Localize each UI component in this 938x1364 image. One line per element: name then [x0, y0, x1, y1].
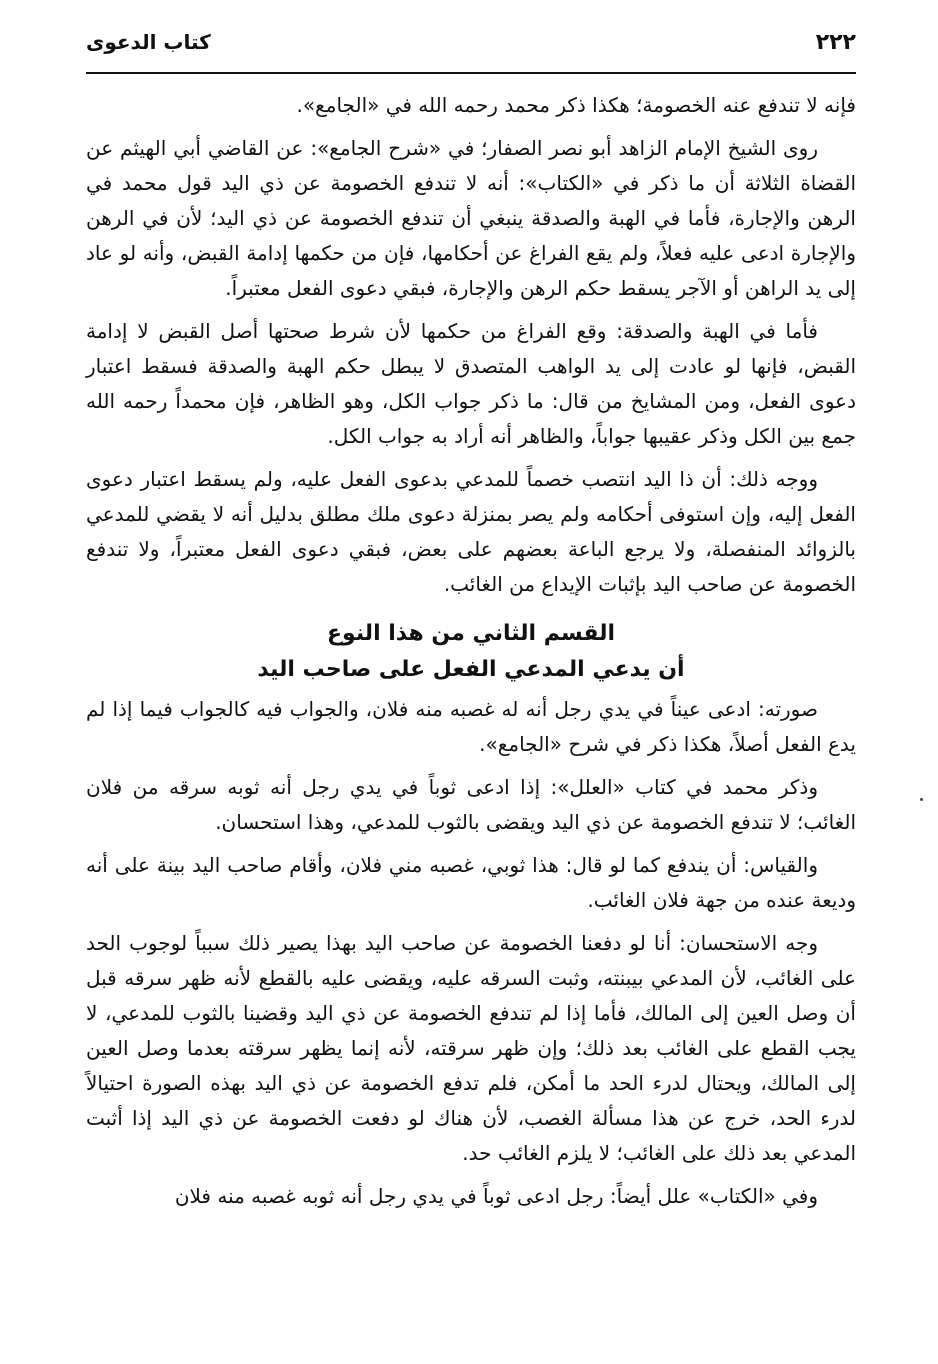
page-number: ٢٢٢ [815, 30, 856, 55]
running-title: كتاب الدعوى [86, 30, 211, 54]
margin-dot [920, 798, 923, 801]
paragraph: والقياس: أن يندفع كما لو قال: هذا ثوبي، غصبه مني فلان، وأقام صاحب اليد بينة على أنه وديعة عنده من جهة فلان الغائب. [86, 853, 856, 912]
paragraph: فإنه لا تندفع عنه الخصومة؛ هكذا ذكر محمد رحمه الله في «الجامع». [296, 93, 856, 117]
section-title: القسم الثاني من هذا النوع [327, 621, 615, 646]
paragraph: صورته: ادعى عيناً في يدي رجل أنه له غصبه منه فلان، والجواب فيه كالجواب فيما إذا لم يدع الفعل أصلاً، هكذا ذكر في شرح «الجامع». [86, 697, 856, 756]
page-header [86, 30, 856, 74]
paragraph: وذكر محمد في كتاب «العلل»: إذا ادعى ثوباً في يدي رجل أنه ثوبه سرقه من فلان الغائب؛ لا تندفع الخصومة عن ذي اليد ويقضى بالثوب للمدعي، وهذا استحسان. [86, 775, 856, 834]
section-subtitle: أن يدعي المدعي الفعل على صاحب اليد [257, 657, 685, 682]
paragraph: وفي «الكتاب» علل أيضاً: رجل ادعى ثوباً في يدي رجل أنه ثوبه غصبه منه فلان [174, 1184, 818, 1208]
paragraph: روى الشيخ الإمام الزاهد أبو نصر الصفار؛ في «شرح الجامع»: عن القاضي أبي الهيثم عن القضاة الثلاثة أن ما ذكر في «الكتاب»: أنه لا تندفع الخصومة عن ذي اليد قول محمد في الرهن والإجارة، فأما في الهبة والصدقة ينبغي أن تندفع الخصومة عن ذي اليد؛ لأن في الرهن والإجارة ادعى عليه فعلاً، ولم يقع الفراغ عن أحكامها، فإن من حكمها إدامة القبض، وأنه لو عاد إلى يد الراهن أو الآجر يسقط حكم الرهن والإجارة، فبقي دعوى الفعل معتبراً. [86, 136, 856, 300]
paragraph: ووجه ذلك: أن ذا اليد انتصب خصماً للمدعي بدعوى الفعل عليه، ولم يسقط اعتبار دعوى الفعل إليه، وإن استوفى أحكامه ولم يصر بمنزلة دعوى ملك مطلق بدليل أنه لا يقضي للمدعي بالزوائد المنفصلة، ولا يرجع الباعة بعضهم على بعض، فبقي دعوى الفعل معتبراً، ولا تندفع الخصومة عن صاحب اليد بإثبات الإيداع من الغائب. [86, 467, 856, 596]
paragraph: فأما في الهبة والصدقة: وقع الفراغ من حكمها لأن شرط صحتها أصل القبض لا إدامة القبض، فإنها لو عادت إلى يد الواهب المتصدق لا يبطل حكم الهبة والصدقة فسقط اعتبار دعوى الفعل، ومن المشايخ من قال: ما ذكر جواب الكل، وهو الظاهر، فإن محمداً رحمه الله جمع بين الكل وذكر عقيبها جواباً، والظاهر أنه أراد به جواب الكل. [86, 319, 856, 448]
paragraph: وجه الاستحسان: أنا لو دفعنا الخصومة عن صاحب اليد بهذا يصير ذلك سبباً لوجوب الحد على الغائب، لأن المدعي بيبنته، وثبت السرقه عليه، ويقضى عليه بالقطع لأنه ظهر سرقه قبل أن وصل العين إلى المالك، فأما إذا لم تندفع الخصومة عن ذي اليد وقضينا بالثوب للمدعي، لا يجب القطع على الغائب بعد ذلك؛ وإن ظهر سرقته، لأنه إنما يظهر سرقته بعدما وصل العين إلى المالك، ويحتال لدرء الحد ما أمكن، فلم تدفع الخصومة عن ذي اليد بهذه الصورة احتيالاً لدرء الحد، خرج عن هذا مسألة الغصب، لأن هناك لو دفعت الخصومة عن ذي اليد إذا أثبت المدعي بعد ذلك على الغائب؛ لا يلزم الغائب حد. [86, 931, 856, 1165]
page-body [86, 74, 856, 1214]
